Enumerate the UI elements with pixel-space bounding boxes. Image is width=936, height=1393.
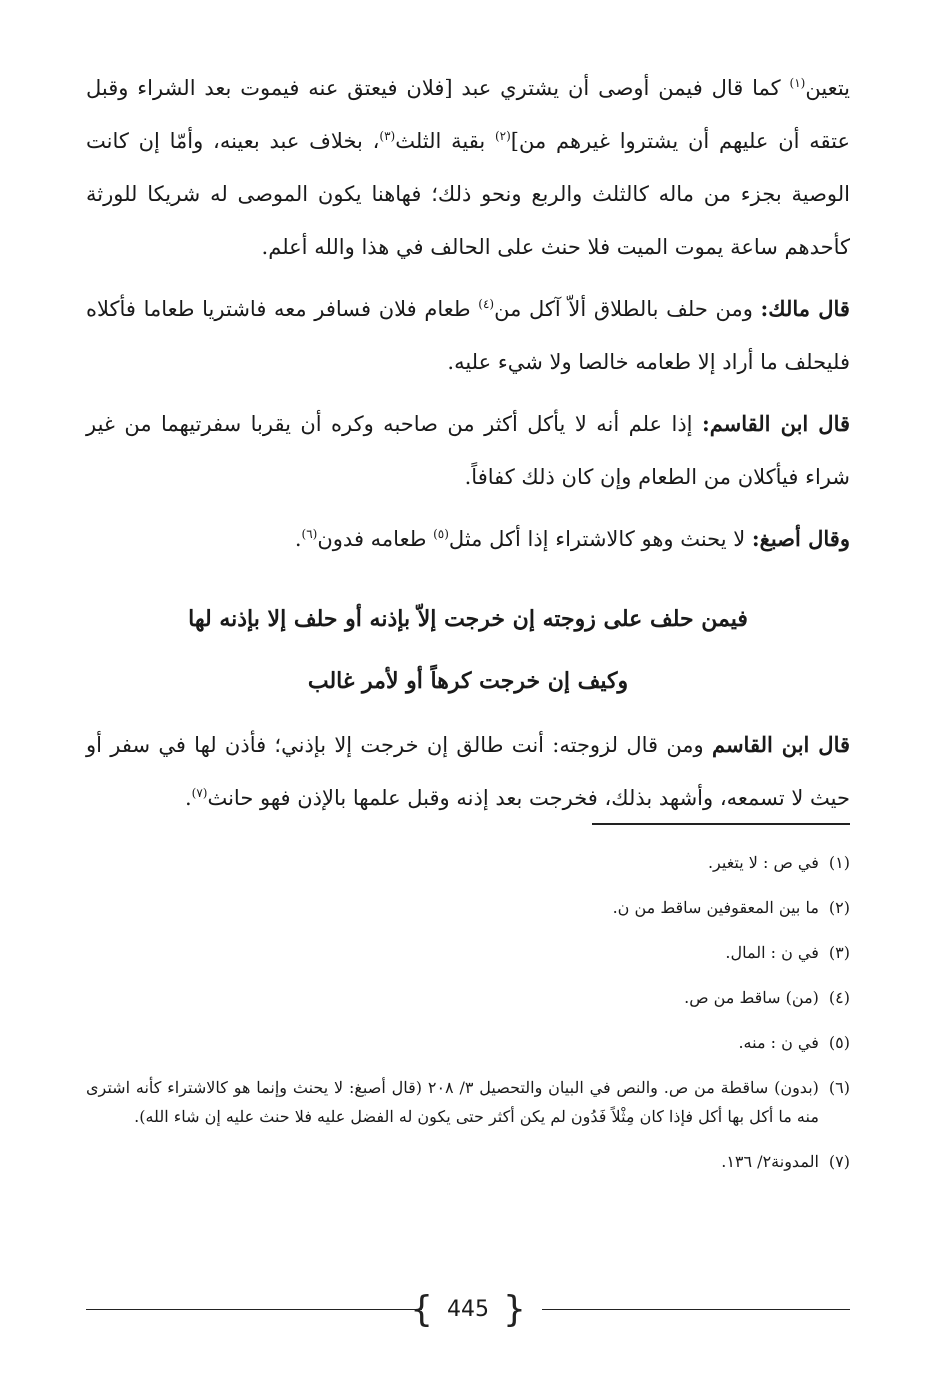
- page-number-frame: [410, 1288, 526, 1332]
- left-brace-icon: {: [410, 1289, 433, 1330]
- paragraph: [86, 62, 850, 274]
- text-segment: ومن قال لزوجته: أنت طالق إن خرجت إلا بإذني؛ فأذن لها في سفر أو حيث لا تسمعه، وأشهد بذلك، فخرجت بعد إذنه وقبل علمها بالإذن فهو حانث: [86, 733, 850, 810]
- footnote-separator: [592, 823, 850, 825]
- text-segment: طعام فلان فسافر معه فاشتريا طعاما فأكلاه فليحلف ما أراد إلا طعامه خالصا ولا شيء عليه.: [86, 297, 850, 374]
- footnote-ref: (٤): [478, 297, 495, 311]
- footnote: [86, 1028, 850, 1057]
- footnote-number: (٧): [828, 1152, 850, 1171]
- speaker-label: قال ابن القاسم: [711, 732, 851, 757]
- text-segment: كما قال فيمن أوصى أن يشتري عبد [فلان فيعتق عنه فيموت بعد الشراء وقبل عتقه أن عليهم أن يشتروا غيرهم من]: [86, 76, 850, 153]
- footnote: [86, 983, 850, 1012]
- footnote-number: (٦): [828, 1078, 850, 1097]
- paragraph: [86, 512, 850, 566]
- text-segment: يتعين: [805, 76, 850, 100]
- footnote-ref: (٦): [301, 527, 318, 541]
- paragraph: [86, 397, 850, 504]
- footnote-ref: (٣): [379, 129, 396, 143]
- speaker-label: وقال أصبغ:: [751, 526, 850, 551]
- text-segment: ومن حلف بالطلاق ألاّ آكل من: [494, 297, 761, 321]
- footnote-ref: (١): [789, 76, 806, 90]
- footnote-number: (٤): [828, 988, 850, 1007]
- heading-line: فيمن حلف على زوجته إن خرجت إلاّ بإذنه أو حلف إلا بإذنه لها: [188, 606, 748, 632]
- text-segment: إذا علم أنه لا يأكل أكثر من صاحبه وكره أن يقربا سفرتيهما من غير شراء فيأكلان من الطعام وإن كان ذلك كفافاً.: [86, 412, 850, 489]
- footnotes: [86, 848, 850, 1192]
- page-footer: [86, 1288, 850, 1332]
- speaker-label: قال مالك:: [760, 296, 850, 321]
- paragraph: [86, 282, 850, 389]
- text-segment: ، بخلاف عبد بعينه، وأمّا إن كانت الوصية بجزء من ماله كالثلث والربع ونحو ذلك؛ فهاهنا يكون الموصى له شريكا للورثة كأحدهم ساعة يموت الميت فلا حنث على الحالف في هذا والله أعلم.: [86, 129, 850, 259]
- text-segment: .: [184, 786, 192, 810]
- heading-line: وكيف إن خرجت كرهاً أو لأمر غالب: [307, 668, 629, 694]
- footnote-number: (٣): [828, 943, 850, 962]
- footer-rule-left: [86, 1309, 422, 1310]
- footnote-ref: (٢): [494, 129, 511, 143]
- footnote-number: (١): [828, 853, 850, 872]
- text-segment: طعامه فدون: [317, 527, 434, 551]
- footnote-text: في ن : منه.: [738, 1033, 819, 1052]
- footnote-text: (من) ساقط من ص.: [684, 988, 819, 1007]
- section-heading: [86, 588, 850, 712]
- footnote: [86, 848, 850, 877]
- right-brace-icon: }: [503, 1289, 526, 1330]
- main-text: [86, 62, 850, 833]
- footnote-text: المدونة٢/ ١٣٦.: [721, 1152, 819, 1171]
- text-segment: لا يحنث وهو كالاشتراء إذا أكل مثل: [448, 527, 752, 551]
- text-segment: بقية الثلث: [395, 129, 495, 153]
- footer-rule-right: [542, 1309, 850, 1310]
- footnote: [86, 893, 850, 922]
- footnote: [86, 1147, 850, 1176]
- speaker-label: قال ابن القاسم:: [701, 411, 850, 436]
- footnote-text: في ن : المال.: [725, 943, 819, 962]
- footnote-ref: (٧): [191, 786, 208, 800]
- footnote-ref: (٥): [433, 527, 449, 541]
- page-number: 445: [447, 1297, 489, 1322]
- footnote-text: (بدون) ساقطة من ص. والنص في البيان والتحصيل ٣/ ٢٠٨ (قال أصبغ: لا يحنث وإنما هو كالاشتراء كأنه اشترى منه ما أكل بها أكل فإذا كان مِثْلاً فَدُون لم يكن أكثر حتى يكون له الفضل عليه فلا حنث عليه إن شاء الله).: [86, 1078, 819, 1126]
- paragraph: [86, 718, 850, 825]
- footnote: [86, 1073, 850, 1131]
- footnote-text: ما بين المعقوفين ساقط من ن.: [612, 898, 819, 917]
- footnote-text: في ص : لا يتغير.: [707, 853, 819, 872]
- footnote: [86, 938, 850, 967]
- footnote-number: (٢): [828, 898, 850, 917]
- text-segment: .: [294, 527, 302, 551]
- footnote-number: (٥): [828, 1033, 850, 1052]
